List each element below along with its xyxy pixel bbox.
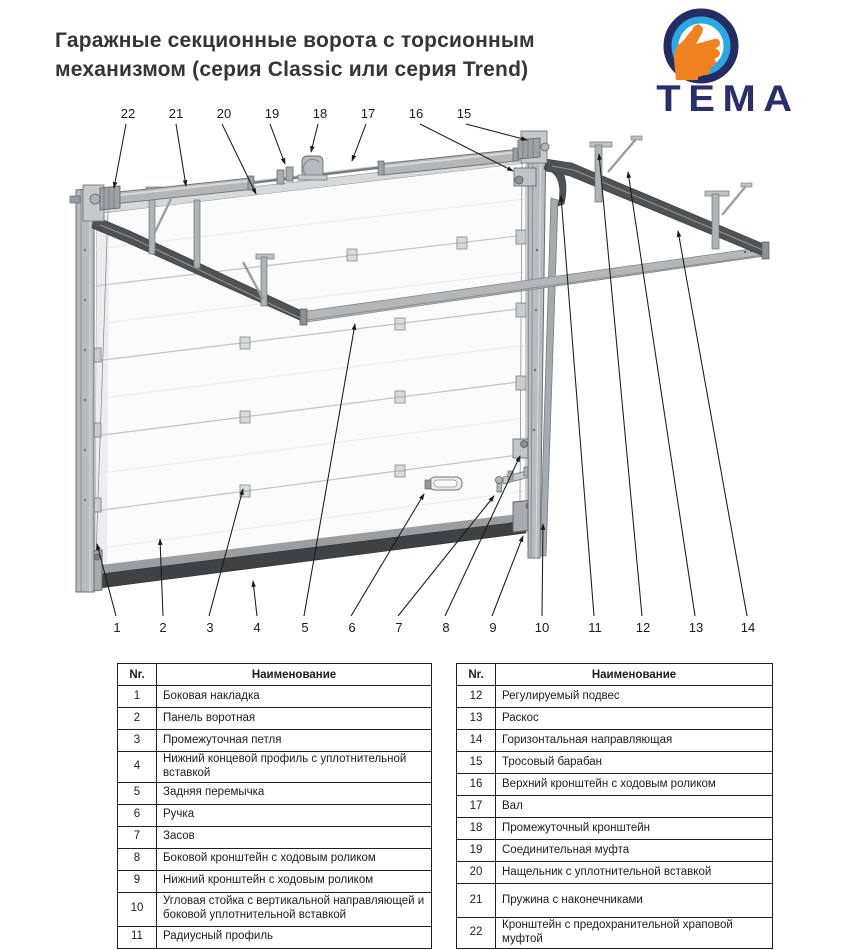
part-name-cell: Угловая стойка с вертикальной направляющей и боковой уплотнительной вставкой xyxy=(157,892,432,926)
door-handle xyxy=(425,477,462,490)
part-number-cell: 20 xyxy=(457,862,496,884)
part-name-cell: Верхний кронштейн с ходовым роликом xyxy=(496,774,773,796)
callout-label: 8 xyxy=(442,620,450,635)
table-row xyxy=(457,774,773,796)
table-row xyxy=(118,708,432,730)
table-row xyxy=(457,918,773,949)
callout-label: 9 xyxy=(489,620,497,635)
parts-table-left xyxy=(117,663,432,949)
part-name-cell: Кронштейн с предохранительной храповой муфтой xyxy=(496,918,773,949)
table-row xyxy=(118,926,432,948)
thumbs-up-circle-icon xyxy=(662,8,742,88)
part-name-cell: Нижний кронштейн с ходовым роликом xyxy=(157,870,432,892)
part-name-cell: Боковой кронштейн с ходовым роликом xyxy=(157,848,432,870)
horizontal-track-right xyxy=(546,159,769,259)
part-number-cell: 16 xyxy=(457,774,496,796)
callout-label: 16 xyxy=(408,106,424,121)
callout-label: 20 xyxy=(216,106,232,121)
part-number-cell: 9 xyxy=(118,870,157,892)
part-number-cell: 21 xyxy=(457,884,496,918)
part-number-cell: 2 xyxy=(118,708,157,730)
part-name-cell: Радиусный профиль xyxy=(157,926,432,948)
table-row xyxy=(457,796,773,818)
part-name-cell: Ручка xyxy=(157,804,432,826)
part-name-cell: Горизонтальная направляющая xyxy=(496,730,773,752)
callout-label: 18 xyxy=(312,106,328,121)
table-row xyxy=(118,870,432,892)
part-number-cell: 19 xyxy=(457,840,496,862)
table-row xyxy=(457,840,773,862)
part-number-cell: 12 xyxy=(457,686,496,708)
coupling xyxy=(277,167,293,184)
part-number-cell: 18 xyxy=(457,818,496,840)
callout-label: 15 xyxy=(456,106,472,121)
part-number-cell: 7 xyxy=(118,826,157,848)
callout-label: 5 xyxy=(301,620,309,635)
table-row xyxy=(457,730,773,752)
brand-logo xyxy=(638,8,818,119)
page-title-line2: механизмом (серия Classic или серия Trend) xyxy=(55,58,529,81)
column-header-nr: Nr. xyxy=(457,664,496,686)
part-number-cell: 15 xyxy=(457,752,496,774)
top-roller-bracket xyxy=(514,168,536,186)
part-number-cell: 6 xyxy=(118,804,157,826)
corner-post-left xyxy=(76,188,94,592)
callout-label: 19 xyxy=(264,106,280,121)
table-row xyxy=(118,804,432,826)
side-roller-bracket xyxy=(513,439,528,458)
callout-label: 6 xyxy=(348,620,356,635)
callout-label: 12 xyxy=(635,620,651,635)
callout-label: 10 xyxy=(534,620,550,635)
column-header-name: Наименование xyxy=(496,664,773,686)
callout-label: 22 xyxy=(120,106,136,121)
callout-label: 3 xyxy=(206,620,214,635)
part-name-cell: Вал xyxy=(496,796,773,818)
table-row xyxy=(118,826,432,848)
part-name-cell: Промежуточная петля xyxy=(157,730,432,752)
part-number-cell: 4 xyxy=(118,752,157,783)
part-name-cell: Засов xyxy=(157,826,432,848)
part-name-cell: Боковая накладка xyxy=(157,686,432,708)
part-number-cell: 13 xyxy=(457,708,496,730)
callout-label: 14 xyxy=(740,620,756,635)
intermediate-bracket xyxy=(298,156,327,180)
callout-label: 7 xyxy=(395,620,403,635)
callout-label: 1 xyxy=(113,620,121,635)
table-header-row xyxy=(457,664,773,686)
part-number-cell: 11 xyxy=(118,926,157,948)
table-row xyxy=(118,730,432,752)
table-row xyxy=(457,752,773,774)
part-name-cell: Раскос xyxy=(496,708,773,730)
table-row xyxy=(118,752,432,783)
part-number-cell: 22 xyxy=(457,918,496,949)
part-number-cell: 17 xyxy=(457,796,496,818)
part-number-cell: 10 xyxy=(118,892,157,926)
table-row xyxy=(457,686,773,708)
table-header-row xyxy=(118,664,432,686)
part-name-cell: Пружина с наконечниками xyxy=(496,884,773,918)
part-name-cell: Промежуточный кронштейн xyxy=(496,818,773,840)
cable-drum-right xyxy=(518,131,549,163)
parts-table-right xyxy=(456,663,773,949)
table-row xyxy=(118,686,432,708)
part-name-cell: Тросовый барабан xyxy=(496,752,773,774)
callout-label: 13 xyxy=(688,620,704,635)
table-row xyxy=(457,884,773,918)
table-row xyxy=(457,862,773,884)
part-name-cell: Панель воротная xyxy=(157,708,432,730)
callout-label: 2 xyxy=(159,620,167,635)
table-row xyxy=(457,818,773,840)
part-name-cell: Задняя перемычка xyxy=(157,782,432,804)
part-number-cell: 8 xyxy=(118,848,157,870)
table-row xyxy=(118,782,432,804)
column-header-name: Наименование xyxy=(157,664,432,686)
part-number-cell: 1 xyxy=(118,686,157,708)
page-title-line1: Гаражные секционные ворота с торсионным xyxy=(55,29,535,52)
page-title xyxy=(55,26,615,84)
table-row xyxy=(118,848,432,870)
part-number-cell: 14 xyxy=(457,730,496,752)
callout-label: 11 xyxy=(588,620,602,635)
table-row xyxy=(118,892,432,926)
part-name-cell: Регулируемый подвес xyxy=(496,686,773,708)
part-name-cell: Нащельник с уплотнительной вставкой xyxy=(496,862,773,884)
callout-label: 17 xyxy=(360,106,376,121)
part-name-cell: Соединительная муфта xyxy=(496,840,773,862)
column-header-nr: Nr. xyxy=(118,664,157,686)
brand-name: ТЕМА xyxy=(656,78,800,119)
callout-label: 4 xyxy=(253,620,261,635)
callout-label: 21 xyxy=(168,106,184,121)
part-number-cell: 5 xyxy=(118,782,157,804)
part-name-cell: Нижний концевой профиль с уплотнительной вставкой xyxy=(157,752,432,783)
part-number-cell: 3 xyxy=(118,730,157,752)
table-row xyxy=(457,708,773,730)
